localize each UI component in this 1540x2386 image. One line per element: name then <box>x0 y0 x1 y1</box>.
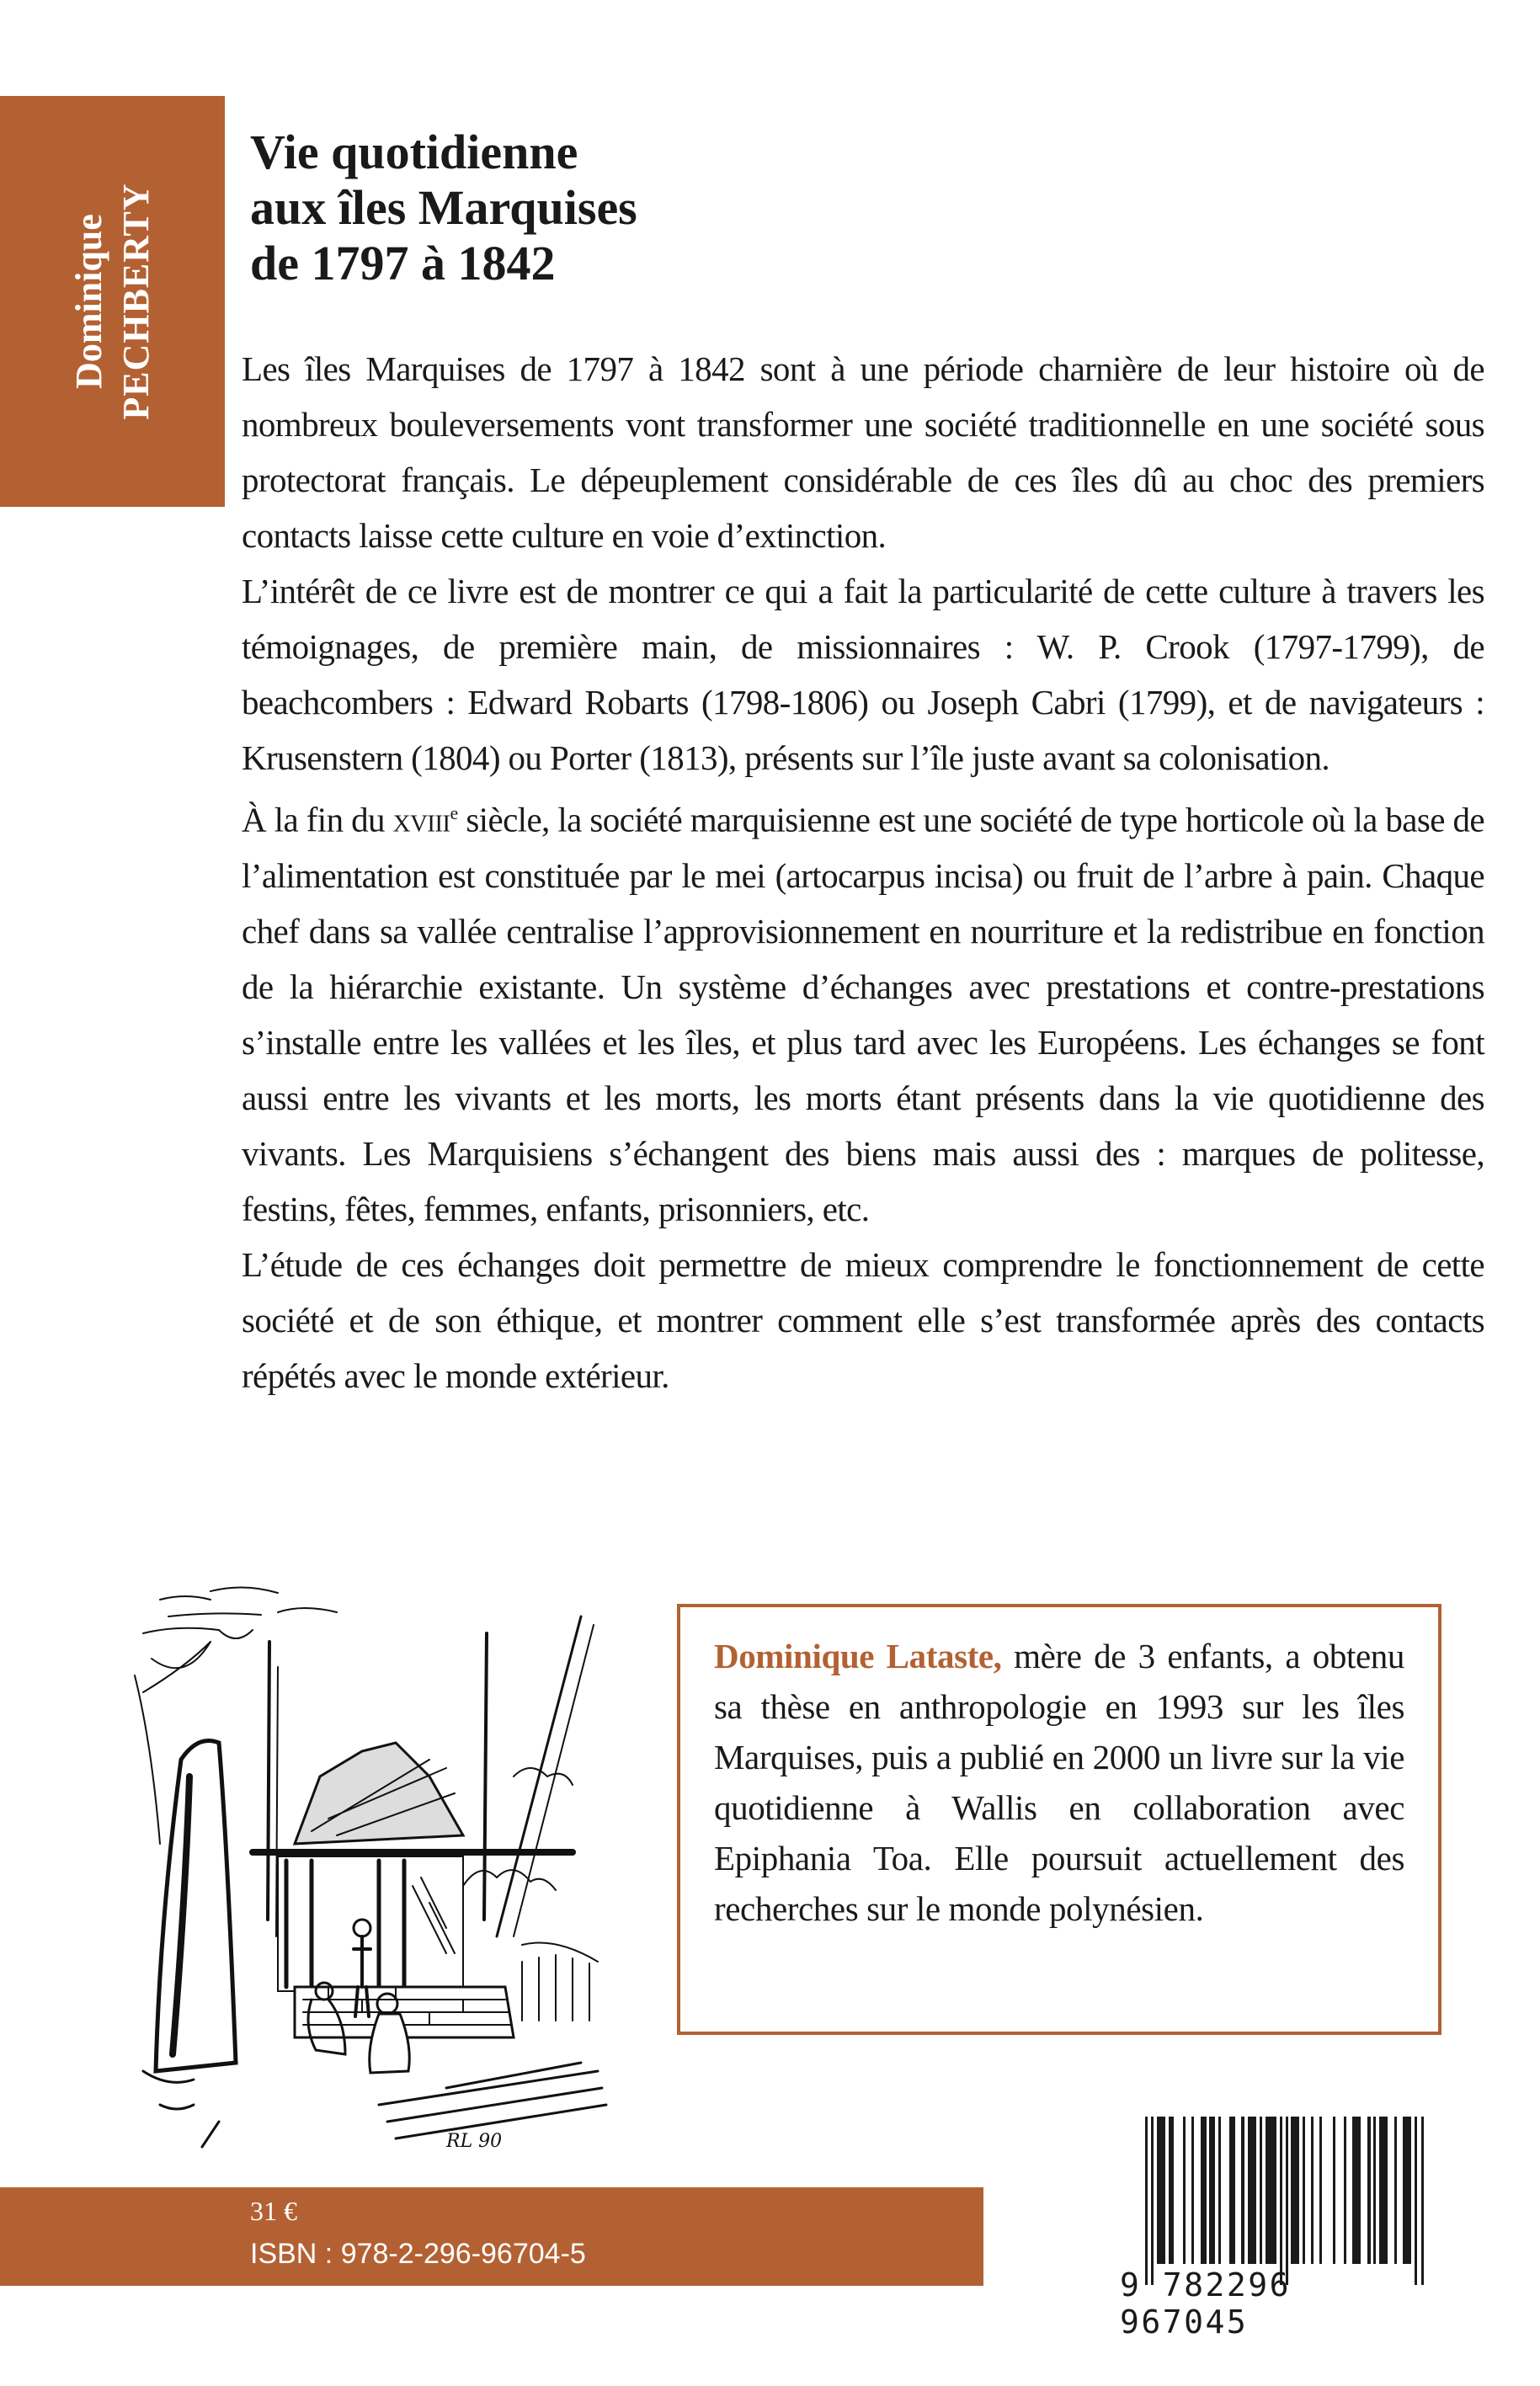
price-isbn-band <box>0 2187 983 2286</box>
price-label: 31 € <box>250 2196 297 2226</box>
author-bio <box>714 1631 1404 1934</box>
blurb-paragraph-3: À la fin du xviii$^e$ siècle, la société marquisienne est une société de type horticole où la base de l’alimentation est constituée par le mei (artocarpus incisa) ou fruit de l’arbre à pain. Chaque chef dans sa vallée centralise l’approvisionnement en nourriture et la redistribue en fonction de la hiérarchie existante. Un système d’échanges avec prestations et contre-prestations s’installe entre les vallées et les îles, et plus tard avec les Européens. Les échanges se font aussi entre les vivants et les morts, les morts étant présents dans la vie quotidienne des vivants. Les Marquisiens s’échangent des biens mais aussi des : marques de politesse, festins, fêtes, femmes, enfants, prisonniers, etc. <box>242 800 1484 1228</box>
title-line-2: aux îles Marquises <box>250 180 637 235</box>
author-spine-band <box>0 96 225 507</box>
illustration-signature: RL 90 <box>446 2131 503 2152</box>
blurb-paragraph-2: L’intérêt de ce livre est de montrer ce qui a fait la particularité de cette culture à travers les témoignages, de première main, de missionnaires : W. P. Crook (1797-1799), de beachcombers : Edward Robarts (1798-1806) ou Joseph Cabri (1799), et de navigateurs : Krusenstern (1804) ou Porter (1813), présents sur l’île juste avant sa colonisation. <box>242 572 1484 777</box>
isbn-label: ISBN : 978-2-296-96704-5 <box>250 2238 586 2270</box>
blurb-paragraph-1: Les îles Marquises de 1797 à 1842 sont à une période charnière de leur histoire où de nombreux bouleversements vont transformer une société traditionnelle en une société sous protectorat français. Le dépeuplement considérable de ces îles dû au choc des premiers contacts laisse cette culture en voie d’extinction. <box>242 349 1484 555</box>
back-cover-blurb <box>242 341 1484 1403</box>
sketch-illustration <box>109 1566 615 2155</box>
blurb-paragraph-4: L’étude de ces échanges doit permettre de mieux comprendre le fonctionnement de cette société et de son éthique, et montrer comment elle s’est transformée après des contacts répétés avec le monde extérieur. <box>242 1244 1484 1395</box>
author-first-name: Dominique <box>67 214 109 389</box>
century-numeral: xviii <box>392 800 450 839</box>
author-bio-box <box>677 1604 1441 2035</box>
bio-text: mère de 3 enfants, a obtenu sa thèse en anthropologie en 1993 sur les îles Marquises, puis a publié en 2000 un livre sur la vie quotidienne à Wallis en collaboration avec Epiphania Toa. Elle poursuit actuellement des recherches sur le monde polynésien. <box>714 1637 1404 1928</box>
bio-author-name: Dominique Lataste, <box>714 1637 1002 1675</box>
title-line-3: de 1797 à 1842 <box>250 236 556 290</box>
spine-author-name <box>66 183 160 419</box>
book-title <box>250 125 637 291</box>
barcode-digits: 9 782296 967045 <box>1120 2266 1292 2341</box>
author-last-name: PECHBERTY <box>115 183 157 420</box>
title-line-1: Vie quotidienne <box>250 125 578 179</box>
